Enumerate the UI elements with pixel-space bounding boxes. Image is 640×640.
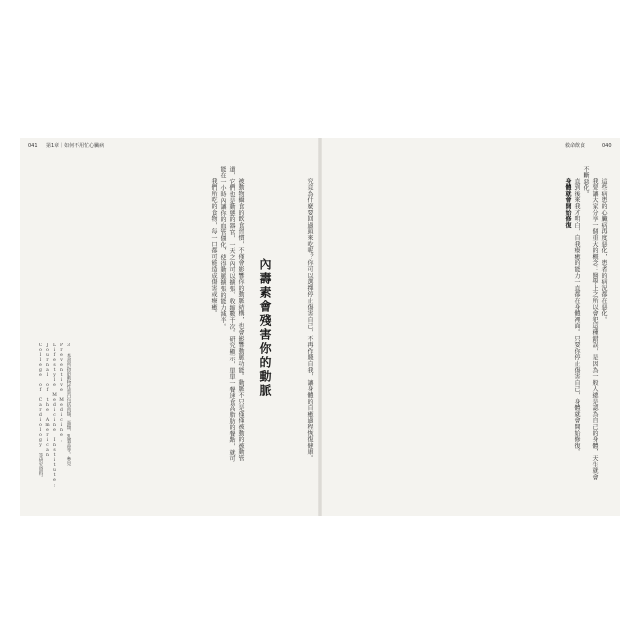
left-folio: 041 <box>28 143 38 149</box>
left-paragraph-3: 被動物攝食的飲食習慣，不僅會影響你的動脈結構，也會影響動脈功能。動脈不只是僅僅被動的被動管道，它們也是動態的器官，一天之內可以擴張、收縮數千次。研究顯示，單單一餐速食高脂肪的餐點，就可能在一小時內讓你的血管僵化，使得動脈擴張的能力減半。 <box>219 166 244 463</box>
left-body-after-title <box>80 166 245 466</box>
right-paragraph-3: 直到後來我才明白，自我療癒的能力一直都在身體裡面。只要你停止傷害自己，身體就會開始修復。 <box>573 178 580 456</box>
right-paragraph-1: 這些病患的心臟病再度惡化，患者的病況都在惡化。 <box>600 178 607 323</box>
book-spread <box>20 138 620 516</box>
right-folio: 040 <box>602 143 612 149</box>
left-page <box>20 138 320 516</box>
section-title: 內壽素會殘害你的動脈 <box>258 258 272 398</box>
right-emphasis: 身體就會開始修復 <box>564 178 571 229</box>
right-paragraph-2: 我要讓大家分享一個重大的概念：醫學上之所以會犯這種錯誤，是因為一般人總是認為自己的身體，天生就會不斷惡化。 <box>582 166 598 481</box>
footnotes: 3 本書所指的動物性蛋白包括肉類、蛋類、乳製品等。參見 Preventive Medicine, Lifestyle Medicine Institute; Journal of the American College of Cardiology 等研究資料。 <box>38 343 71 488</box>
right-running-head: 救命飲食 <box>565 143 586 149</box>
right-body <box>336 166 608 484</box>
left-chapter-head: 第1章｜如何不用忙心臟病 <box>46 143 105 149</box>
left-paragraph-1: 究竟為什麼要回過頭來吃呢？你可以選擇停止傷害自己，不再作賤自我，讓身體的自癒過程恢復健康。 <box>306 178 313 462</box>
right-page <box>320 138 620 516</box>
left-body <box>278 166 314 466</box>
left-paragraph-4: 我們所吃的食物，每一口都可能造成傷害或療癒。 <box>210 178 217 317</box>
